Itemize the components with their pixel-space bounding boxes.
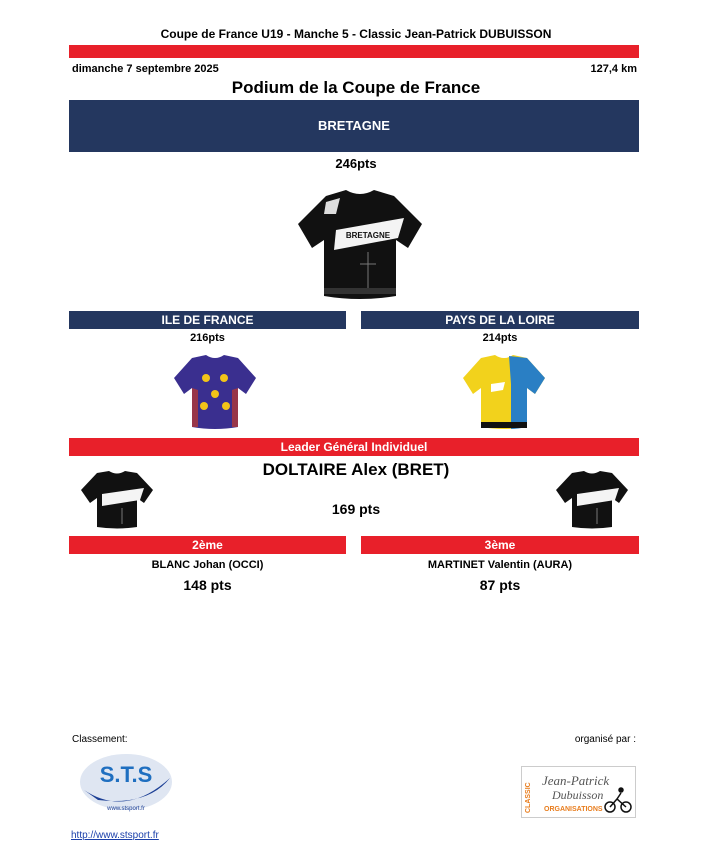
second-place-name: BLANC Johan (OCCI): [151, 559, 264, 571]
leader-jersey-left-image: [80, 470, 154, 530]
race-title: Coupe de France U19 - Manche 5 - Classic Jean-Patrick DUBUISSON: [160, 27, 552, 41]
sts-logo-url: www.stsport.fr: [107, 806, 145, 812]
organizer-logo-line1: Jean-Patrick: [542, 773, 610, 788]
third-team-banner: PAYS DE LA LOIRE: [361, 311, 639, 329]
leader-jersey-right-image: [555, 470, 629, 530]
organizer-logo-side: CLASSIC: [525, 782, 532, 813]
third-place-name: MARTINET Valentin (AURA): [427, 559, 573, 571]
cyclist-icon: [605, 788, 631, 812]
ile-de-france-jersey-image: [172, 354, 258, 432]
third-place-banner: 3ème: [361, 536, 639, 554]
third-place-points: 87 pts: [479, 577, 521, 593]
podium-title: Podium de la Coupe de France: [231, 78, 481, 97]
header-red-bar: [69, 45, 639, 58]
leader-points: 169 pts: [331, 501, 381, 517]
jersey-bretagne-text: BRETAGNE: [345, 231, 391, 240]
organizer-logo-line3: ORGANISATIONS: [544, 806, 603, 813]
first-team-points: 246pts: [335, 156, 377, 171]
organise-label: organisé par :: [574, 734, 636, 745]
stsport-link[interactable]: http://www.stsport.fr: [71, 830, 159, 841]
leader-name: DOLTAIRE Alex (BRET): [262, 460, 450, 479]
leader-banner: Leader Général Individuel: [69, 438, 639, 456]
first-team-banner: [69, 100, 639, 152]
second-team-banner: ILE DE FRANCE: [69, 311, 346, 329]
first-team-name: BRETAGNE: [318, 118, 390, 133]
organizer-logo-line2: Dubuisson: [552, 788, 604, 802]
sts-logo: [78, 748, 174, 814]
organizer-logo: [521, 766, 636, 818]
bretagne-jersey-image: [296, 188, 424, 303]
race-distance: 127,4 km: [590, 63, 637, 75]
second-team-points: 216pts: [190, 332, 225, 344]
third-team-points: 214pts: [482, 332, 518, 344]
sts-logo-text: S.T.S: [99, 762, 153, 787]
race-date: dimanche 7 septembre 2025: [72, 63, 219, 75]
second-place-banner: 2ème: [69, 536, 346, 554]
second-place-points: 148 pts: [183, 577, 232, 593]
classement-label: Classement:: [72, 734, 128, 745]
pays-de-la-loire-jersey-image: [461, 354, 547, 432]
